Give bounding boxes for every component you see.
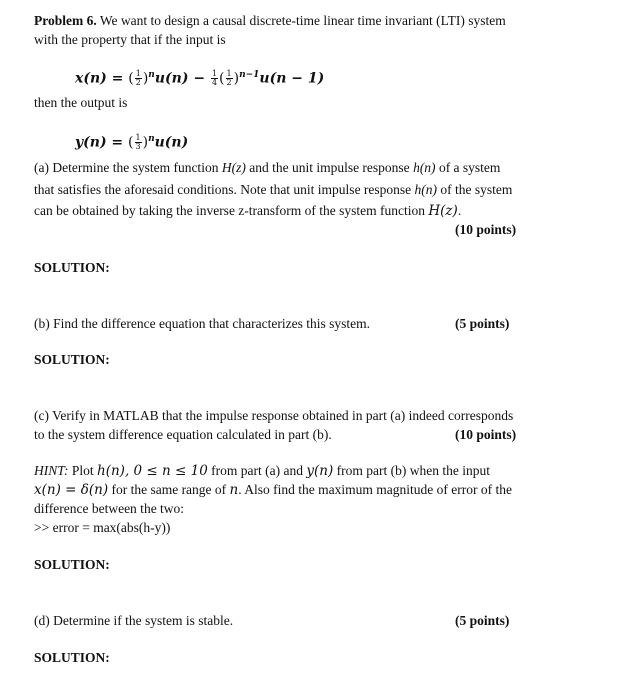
problem-intro-line2: with the property that if the input is <box>34 32 226 47</box>
hint-line1: HINT: Plot h(n), 0 ≤ n ≤ 10 from part (a) and y(n) from part (b) when the input <box>34 463 490 479</box>
fraction: $\frac{1}{3}$ <box>135 133 141 152</box>
part-d-solution-label: SOLUTION: <box>34 650 110 665</box>
part-a-line2: that satisfies the aforesaid conditions. Note that unit impulse response h(n) of the system <box>34 182 513 197</box>
part-b-points: (5 points) <box>455 316 510 331</box>
part-c-line1: (c) Verify in MATLAB that the impulse response obtained in part (a) indeed corresponds <box>34 408 514 423</box>
part-a-line3: can be obtained by taking the inverse z-transform of the system function H(z). <box>34 203 462 219</box>
part-a-points: (10 points) <box>455 222 517 237</box>
part-c-solution-label: SOLUTION: <box>34 557 110 572</box>
part-d-text: (d) Determine if the system is stable. <box>34 613 234 628</box>
part-a-line1: (a) Determine the system function H(z) and the unit impulse response h(n) of a system <box>34 160 501 175</box>
problem-label: Problem 6. <box>34 13 97 28</box>
input-equation: x(n) = ( $\frac{1}{2}$ )$^n$u(n) − $\frac{1}{4}$ ( $\frac{1}{2}$ )$^{n-1}$u(n − 1) <box>75 69 325 88</box>
output-equation: y(n) = ( $\frac{1}{3}$ )$^n$u(n) <box>75 133 189 152</box>
fraction: $\frac{1}{2}$ <box>135 69 141 88</box>
hint-matlab-code: >> error = max(abs(h-y)) <box>34 520 171 535</box>
hint-line2: x(n) = δ(n) for the same range of n. Also find the maximum magnitude of error of the <box>34 482 512 498</box>
hint-label: HINT: <box>34 463 69 478</box>
part-d-points: (5 points) <box>455 613 510 628</box>
hint-line3: difference between the two: <box>34 501 185 516</box>
part-b-text: (b) Find the difference equation that characterizes this system. <box>34 316 371 331</box>
then-output-text: then the output is <box>34 95 128 110</box>
part-c-points: (10 points) <box>455 427 517 442</box>
problem-intro-line1: Problem 6. We want to design a causal discrete-time linear time invariant (LTI) system <box>34 13 506 28</box>
part-b-solution-label: SOLUTION: <box>34 352 110 367</box>
part-c-line2: to the system difference equation calculated in part (b). <box>34 427 332 442</box>
fraction: $\frac{1}{4}$ <box>211 69 218 88</box>
part-a-solution-label: SOLUTION: <box>34 260 110 275</box>
fraction: $\frac{1}{2}$ <box>226 69 232 88</box>
